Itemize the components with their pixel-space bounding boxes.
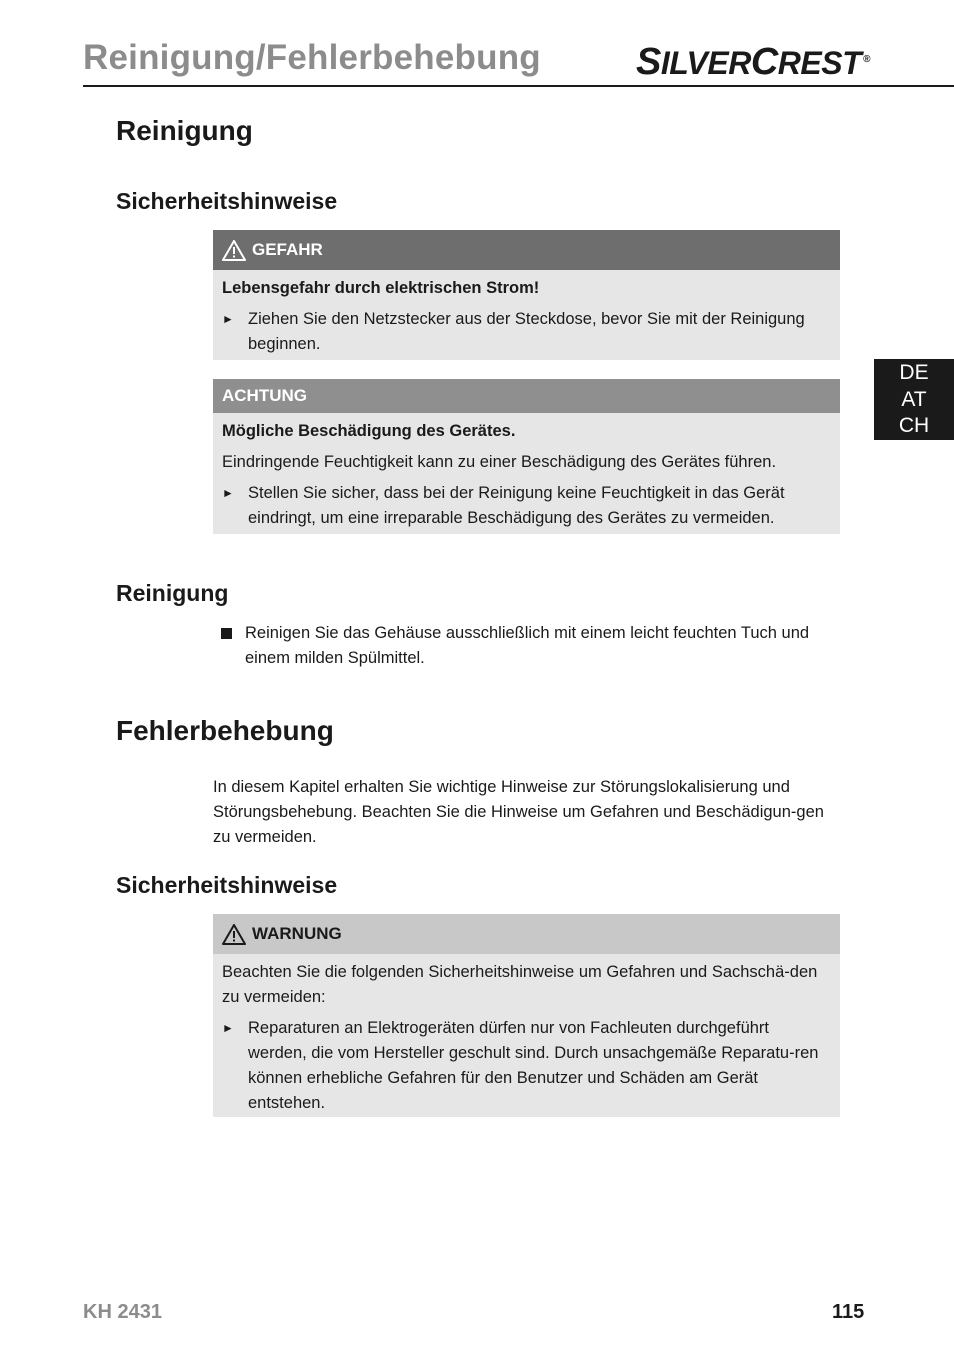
subsection-title-reinigung: Reinigung <box>116 580 229 606</box>
list-item <box>222 481 831 531</box>
caution-instruction: Stellen Sie sicher, dass bei der Reinigung keine Feuchtigkeit in das Gerät eindringt, um eine irreparable Beschädigung des Gerätes zu vermeiden. <box>248 484 785 527</box>
list-item <box>222 307 831 357</box>
warning-box <box>213 914 840 1117</box>
subsection-title-sicherheitshinweise: Sicherheitshinweise <box>116 188 338 214</box>
lang-de: DE <box>899 361 929 384</box>
header-divider <box>83 85 954 87</box>
warning-instruction: Reparaturen an Elektrogeräten dürfen nur von Fachleuten durchgeführt werden, die vom Hersteller geschult sind. Durch unsachgemäße Reparatu-ren können erhebliche Gefahren für den Benutzer und Schäden am Gerät entstehen. <box>248 1019 819 1112</box>
caution-text: Eindringende Feuchtigkeit kann zu einer Beschädigung des Gerätes führen. <box>222 453 777 471</box>
warning-label: WARNUNG <box>252 924 342 943</box>
page-number: 115 <box>832 1301 865 1323</box>
danger-box <box>213 230 840 360</box>
warning-box-body <box>213 954 840 1124</box>
square-bullet-icon <box>213 621 245 671</box>
troubleshooting-intro: In diesem Kapitel erhalten Sie wichtige Hinweise zur Störungslokalisierung und Störungsbehebung. Beachten Sie die Hinweise um Gefahren und Beschädigun-gen zu vermeiden. <box>213 778 824 846</box>
danger-box-header <box>213 230 840 270</box>
cleaning-list <box>213 621 840 671</box>
cleaning-instruction: Reinigen Sie das Gehäuse ausschließlich mit einem leicht feuchten Tuch und einem milden Spülmittel. <box>245 624 810 667</box>
footer-model: KH 2431 <box>83 1301 162 1323</box>
danger-box-body <box>213 270 840 365</box>
section-title-fehlerbehebung: Fehlerbehebung <box>116 715 334 746</box>
danger-instruction: Ziehen Sie den Netzstecker aus der Steckdose, bevor Sie mit der Reinigung beginnen. <box>248 310 805 353</box>
brand-logo: SILVERCREST ® <box>636 41 870 83</box>
arrow-right-icon: ► <box>222 312 234 326</box>
warning-triangle-icon <box>222 240 246 261</box>
list-item <box>222 1016 831 1116</box>
danger-label: GEFAHR <box>252 240 323 259</box>
arrow-right-icon: ► <box>222 1021 234 1035</box>
section-title-reinigung: Reinigung <box>116 115 253 146</box>
warning-box-header <box>213 914 840 954</box>
lang-at: AT <box>901 387 927 411</box>
caution-box-body <box>213 413 840 539</box>
caution-box-header <box>213 379 840 413</box>
subsection-title-sicherheitshinweise-2: Sicherheitshinweise <box>116 872 338 898</box>
lang-ch: CH <box>898 414 930 437</box>
arrow-right-icon: ► <box>222 486 234 500</box>
warning-text: Beachten Sie die folgenden Sicherheitshinweise um Gefahren und Sachschä-den zu vermeiden: <box>222 963 818 1006</box>
language-tab <box>874 359 954 440</box>
caution-label: ACHTUNG <box>222 386 307 405</box>
danger-headline: Lebensgefahr durch elektrischen Strom! <box>222 279 540 297</box>
caution-headline: Mögliche Beschädigung des Gerätes. <box>222 422 516 440</box>
list-item <box>213 621 840 671</box>
page-header-title: Reinigung/Fehlerbehebung <box>83 38 541 77</box>
caution-box <box>213 379 840 534</box>
warning-triangle-icon <box>222 924 246 945</box>
